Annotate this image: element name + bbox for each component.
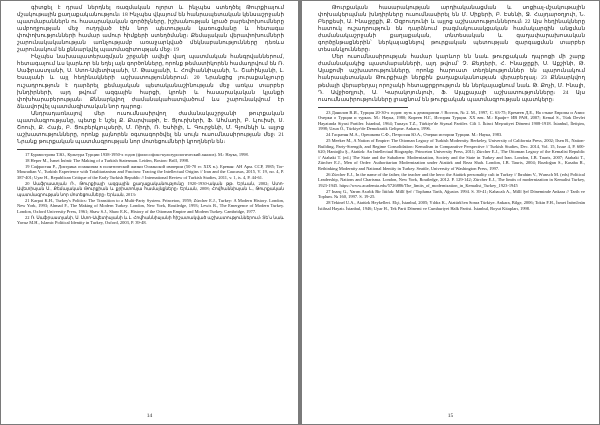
right-body-text — [318, 5, 585, 104]
left-body-text — [17, 5, 284, 146]
footnote: 25 Meeker M., A Nation of Empire: The Ottoman Legacy of Turkish Modernity. Berkeley, University of California Press, 2002; Ilsen B., Nation-Building, Party-Strength, and Regime Consolidation: Kemalism in Comparative Perspective // Turkish Studies, Dec. 2014, Vol. 15, Issue 4, P. 600-620; Hanioğlu Ş., Atatürk: An Intellectual Biography. Princeton University Press, 2011; Zürcher E.J., The Ottoman Legacy of the Kemalist Republic // Atabaki T. (ed.) The State and the Subaltern: Modernization, Society and the State in Turkey and Iran. London, I.B. Tauris, 2007; Atabaki T., Zürcher E.J., Men of Order: Authoritarian Modernization under Atatürk and Reza Shah. London, I.B. Tauris, 2004; Bozdoğan S., Kasaba R., Rethinking Modernity and National Identity in Turkey. Seattle, University of Washington Press, 1997. — [318, 138, 585, 171]
left-paragraph: Ինչպես նախապատերազմյան շրջանի ավելի վաղ պատմական հանգրվաններում, հետագայում ևս կարևոր են եղել այն գործոնները, որոնք թեմատիկորեն համադրվում են Ռ. Սաֆրաստյանի, Ս. Ստո-Ավետիսյանի, Մ. Թասլյանի, Լ. Հովհաննիսյանի, Ն. Շահինյանի, Լ. Եսայանի և այլ հեղինակների աշխատություններում։ 20 Նրանցից յուրաքանչյուրը ուշադրություն է դարձրել քեմալական պետականաշինության մեջ առկա տարբեր խնդիրների, այդ թվում՝ ազգային հարցի, կրոնի և հասարակական կյանքի փոխհարաբերության։ Քննարկվող ժամանակահատվածում ևս շարունակվում էր ձևավորվել պատմագիտական նոր դպրոց։ — [17, 54, 284, 110]
right-paragraph: Մեր ուսումնասիրության համար կարևոր են նաև թուրքական դպրոցի մի շարք ժամանակակից պատմաբանների, այդ թվում՝ Չ. Քեյդերի, Հ. Ինալջըքի, Ս. Աքշինի, Թ. Ալաքոմի աշխատությունները, որոնք հարուստ տեղեկություններ են պարունակում հանրապետական Թուրքիայի ներքին քաղաքականության վերաբերյալ։ 23 Քննարկվող թեմայի վերաբերյալ որոշակի հետաքրքրություն են ներկայացնում նաև Թ. Քոչի, Մ. Ինալի, Դ. Ավջիօղլուի, Ա. Կարակոյունլուի, Ֆ. Ալպքայայի աշխատությունները։ 24 Այս ուսումնասիրությունները լրացնում են թուրքական պատմագրության պատկերը։ — [318, 54, 585, 103]
footnote: 27 Inanç G., Yarım Asırlık Bir İttifak: Millî Şef / Topluma Tarih, Ağustos 1994. S. 39-41; Kabacalı A., Millî Şef Döneminde Ankara // Tarih ve Toplum. № 160, 1997. S. 19-25. — [318, 188, 585, 200]
footnote: 20 Սաֆրաստյան Ռ., Թուրքիայի ազգային քաղաքականությունը 1920-1930-ական թթ. Երևան, 2002; Ստո-Ավետիսյան Ս., Քեմալական Թուրքիան և քրիստոնյա համայնքները։ Երևան, 2008; Հովհաննիսյան Լ., Թուրքական պատմագրության նոր մոտեցումները։ Երևան, 2013։ — [17, 180, 284, 197]
footnote: 17 Бурмистрова Т.Ю., Культура Турции 1938-1950-х годов (философско-культурологический анализ). М.: Наука, 1998. — [25, 151, 249, 157]
footnote: 18 Heper M., İsmet İnönü: The Making of a Turkish Statesman. Leiden, Boston: Brill, 1998. — [25, 157, 190, 163]
footnote: 21 Karpat K.H., Turkey's Politics: The Transition to a Multi-Party System. Princeton, 1959; Zürcher E.J., Turkey: A Modern History. London, New York, 1993; Ahmad F., The Making of Modern Turkey. London, New York, Routledge, 1993; Lewis B., The Emergence of Modern Turkey. London, Oxford University Press, 1961; Shaw S.J., Shaw E.K., History of the Ottoman Empire and Modern Turkey. Cambridge, 1977. — [17, 197, 284, 214]
right-footnotes — [318, 110, 585, 212]
right-page — [302, 1, 599, 424]
footnote: 26 Zürcher E.J., In the name of the father, the teacher and the hero: the Atatürk personality cult in Turkey // Ibrahim V., Wunsch M. (eds) Political Leadership, Nations and Charisma. London, New York, Routledge, 2012. P. 129-142; Zürcher E.J., The limits of modernization in Kemalist Turkey, 1923-1945. https://www.academia.edu/5726886/The_limits_of_modernization_in_Kemalist_Turkey_1923-1945 — [318, 171, 585, 188]
footnote: 22 Ռ. Սաֆրաստյանի, Ս. Ստո-Ավետիսյանի և Լ. Հովհաննիսյանի հիշատակված աշխատություններում։ Տե՛ս նաև Yavuz M.H., Islamic Political Identity in Turkey, Oxford, 2003, P. 39-48. — [17, 214, 284, 226]
footnote-divider — [17, 149, 107, 150]
left-paragraph: Անդրադառնալով մեր ուսումնասիրվող ժամանակաշրջանի թուրքական պատմագրությանը, պետք է նշել Ք. Քարփաթի, Է. Ցյուրխերի, Ֆ. Ահմադի, Բ. Լյուիսի, Ս. Շոուի, Ք. Հալե, Բ. Ցուբերկյուլսերի, Մ. Ռիդի, Ռ. Եսհիլի, Լ. Գուրջենի, Մ. Գյոմեկի և այլոց աշխատությունները, որոնք լայնորեն օգտագործվել են սույն ուսումնասիրության մեջ։ 21 Նրանք թուրքական պատմագրության նոր մոտեցումների կրողներն են։ — [17, 110, 284, 145]
page-number: 15 — [447, 413, 454, 419]
page-number: 14 — [146, 413, 153, 419]
footnote: 24 Гасратян М.А., Орешкова С.Ф., Петросян Ю.А., Очерки истории Турции. М.: Наука, 1983. — [326, 132, 503, 138]
footnote: 23 Данилов В.И., Турция 20-30-х годов: путь к демократии // Восток, № 2. М., 1997, С. 63-75; Еремеев Д.Е., На стыке Европы и Азии: Очерки о Турции и турках. М.: Наука, 1980; Киреев Н.Г., История Турции. XX век. М.: Крафт+ ИВ РАН, 2007; Kemal S., Türk Devlet Hayatında Siyasi Partiler. İstanbul, 1964; Tunaya T.Z., Türkiye'de Siyasal Partiler. Cilt 1. İkinci Meşrutiyet Dönemi 1908-1918. İstanbul, İletişim, 1998; Uzun Ö., Türkiye'de Demokratik Gelişme. Ankara, 1996. — [318, 109, 585, 132]
left-footnotes — [17, 152, 284, 226]
left-paragraph: գիտցել է դրամ ներդնել ռազմական ոլորտ և ինչպես ստեղծել Թուրքիայում մշակութային քաղաքականություն։ 18 Ինչպես վկայում են հանրապետական կենսաշրջանի պատմաբաններն ու հասարակական գործիչները, իշխանության կրած բարեփոխումները ամբողջության մեջ ուղղված էին նոր պետության կառուցմանը և հետագա փոփոխությունների համար ամուր հիմքերի ստեղծմանը։ Քեմալական վերափոխումների շարունակականության առնչությամբ առաջարկված մեկնաբանությունները դեռևս շարունակում են քննարկվել պատմագիտության մեջ։ 19 — [17, 5, 284, 54]
footnote-divider — [318, 107, 408, 108]
left-page — [1, 1, 298, 424]
right-paragraph: Թուրքական հասարակության արդիականացման և սոցիալ-մշակութային փոխակերպման խնդիրները ուսումնասիրել են Մ. Սիքերի, Բ. Էսենի, Ջ. Հայդարօղլուի, Ն. Բերքեսի, Ա. Ինալջըքի, Ք. Օզբուդունի և այլոց աշխատություններում։ 22 Այս հեղինակները հատուկ ուշադրություն են դարձնում բազմակուսակցական համակարգին անցման ժամանակաշրջանի քաղաքական, տնտեսական և գաղափարախոսական գործընթացներին՝ ներկայացնելով թուրքական պետության զարգացման տարբեր տեսանկյունները։ — [318, 5, 585, 54]
footnote: 19 Сафрастян Р., Доктрина османизма в политической жизни Османской империи (50-70 гг. XIX в.). Ереван: АН Арм. ССР, 1985; Tor-Mouradian V., Turkish Experience with Totalitarianism and Fascism: Tracing the Intellectual Origins // Iran and the Caucasus, 2015, V. 19, no. 4, P. 387-401; Uyar H., Republican Critique of the Early Turkish Republic // International Review of Turkish Studies, 2011, v. 1, is. 4, P. 44-61. — [17, 163, 284, 180]
footnote: 28 Tekinel U.A., Atatürk Heykelleri. Elçi, İstanbul, 2005; Yıldız K., Atatürk'ten Sonra Türkiye. Ankara, Bilge, 2006; Tokin F.H., İsmet İnönü'nün İstihsal Hayatı. İstanbul, 1946; Uyar H., Tek Parti Dönemi ve Cumhuriyet Halk Partisi. İstanbul, Boyut Kitapları, 1998. — [318, 200, 585, 211]
